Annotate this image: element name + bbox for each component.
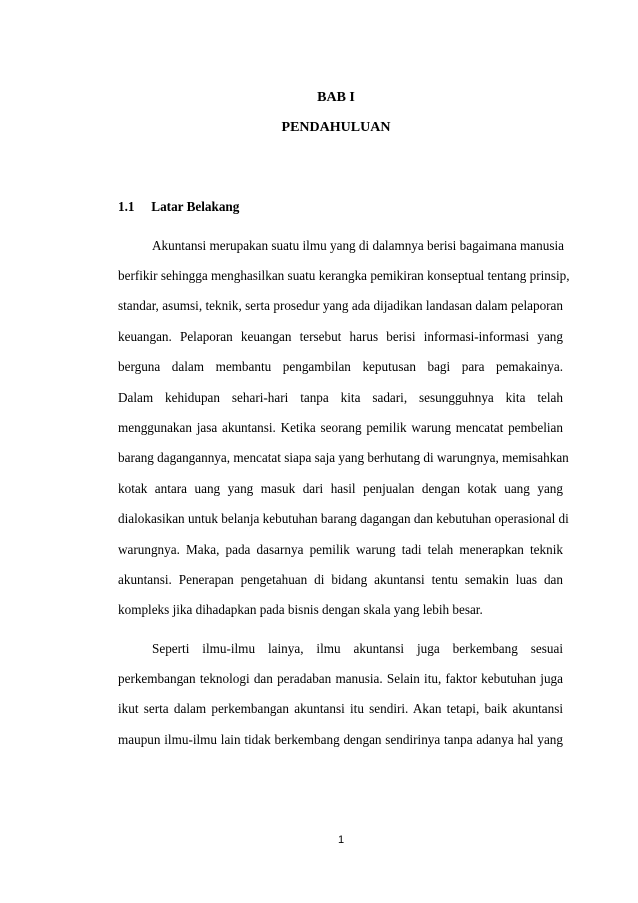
section-number: 1.1 — [118, 199, 135, 214]
paragraph-line: berguna dalam membantu pengambilan keputusan bagi para pemakainya. — [118, 359, 563, 374]
paragraph-line: maupun ilmu-ilmu lain tidak berkembang dengan sendirinya tanpa adanya hal yang — [118, 732, 563, 747]
paragraph-line: Akuntansi merupakan suatu ilmu yang di dalamnya berisi bagaimana manusia — [152, 238, 564, 253]
paragraph-line: menggunakan jasa akuntansi. Ketika seorang pemilik warung mencatat pembelian — [118, 420, 563, 435]
paragraph-line: barang dagangannya, mencatat siapa saja yang berhutang di warungnya, memisahkan — [118, 450, 569, 465]
paragraph-line: warungnya. Maka, pada dasarnya pemilik warung tadi telah menerapkan teknik — [118, 542, 563, 557]
section-heading — [118, 199, 239, 215]
paragraph-line: standar, asumsi, teknik, serta prosedur yang ada dijadikan landasan dalam pelaporan — [118, 298, 563, 313]
chapter-label: BAB I — [317, 90, 355, 105]
page-number: 1 — [337, 834, 345, 846]
paragraph-line: Seperti ilmu-ilmu lainya, ilmu akuntansi juga berkembang sesuai — [152, 641, 563, 656]
paragraph-line: Dalam kehidupan sehari-hari tanpa kita sadari, sesungguhnya kita telah — [118, 390, 563, 405]
paragraph-line: perkembangan teknologi dan peradaban manusia. Selain itu, faktor kebutuhan juga — [118, 671, 563, 686]
section-title: Latar Belakang — [151, 199, 240, 214]
paragraph-line: dialokasikan untuk belanja kebutuhan barang dagangan dan kebutuhan operasional di — [118, 511, 569, 526]
paragraph-line: kotak antara uang yang masuk dari hasil penjualan dengan kotak uang yang — [118, 481, 563, 496]
paragraph-line: ikut serta dalam perkembangan akuntansi itu sendiri. Akan tetapi, baik akuntansi — [118, 701, 563, 716]
paragraph-line: kompleks jika dihadapkan pada bisnis dengan skala yang lebih besar. — [118, 602, 483, 617]
paragraph-line: akuntansi. Penerapan pengetahuan di bidang akuntansi tentu semakin luas dan — [118, 572, 563, 587]
chapter-title: PENDAHULUAN — [281, 120, 391, 135]
paragraph-line: keuangan. Pelaporan keuangan tersebut harus berisi informasi-informasi yang — [118, 329, 563, 344]
paragraph-line: berfikir sehingga menghasilkan suatu kerangka pemikiran konseptual tentang prinsip, — [118, 268, 570, 283]
